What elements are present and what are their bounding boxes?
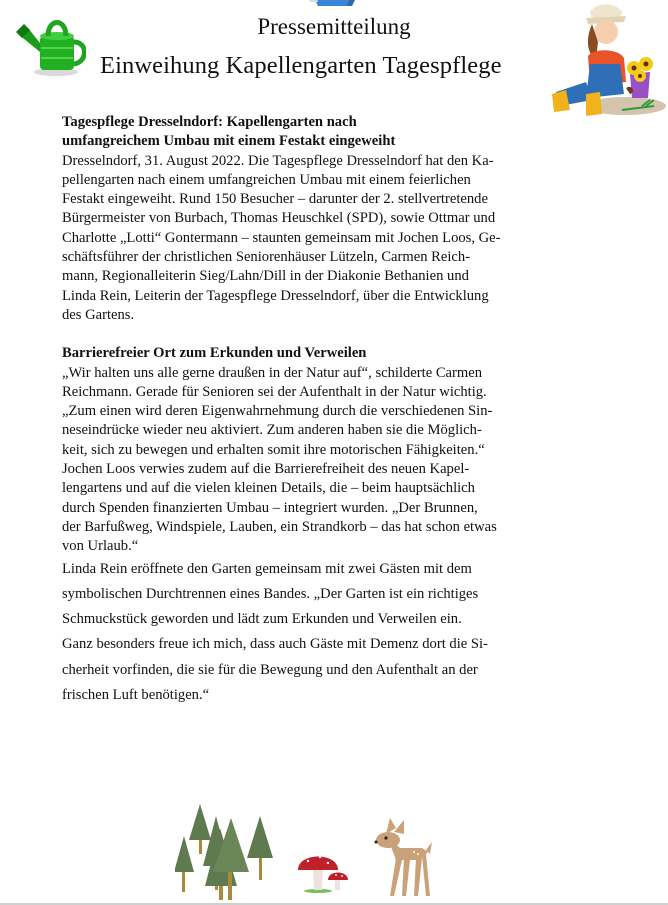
article-body (62, 113, 602, 708)
text-line: der Barfußweg, Windspiele, Lauben, ein Strandkorb – das hat schon etwas (62, 518, 497, 535)
paragraph-opening (62, 557, 602, 709)
headline-line: umfangreichem Umbau mit einem Festakt eingeweiht (62, 133, 396, 150)
text-line: Bürgermeister von Burbach, Thomas Heuschkel (SPD), sowie Ottmar und (62, 210, 496, 227)
text-line: von Urlaub.“ (62, 538, 139, 555)
paragraph-spacer (62, 325, 602, 344)
text-line: Linda Rein eröffnete den Garten gemeinsam mit zwei Gästen mit dem (62, 560, 472, 577)
text-line: schäftsführer der christlichen Seniorenhäuser Lützeln, Carmen Reich- (62, 249, 471, 266)
text-line: keit, sich zu bewegen und erhalten somit ihre motorischen Fähigkeiten.“ (62, 441, 485, 458)
text-line: Reichmann. Gerade für Senioren sei der Aufenthalt in der Natur wichtig. (62, 383, 487, 400)
text-line: durch Spenden finanzierten Umbau – integriert wurden. „Der Brunnen, (62, 499, 478, 516)
section-subheading: Barrierefreier Ort zum Erkunden und Verweilen (62, 345, 367, 362)
headline-line: Tagespflege Dresselndorf: Kapellengarten nach (62, 114, 357, 130)
document-title: Pressemitteilung (257, 14, 411, 39)
text-line: Jochen Loos verwies zudem auf die Barrierefreiheit des neuen Kapel- (62, 461, 470, 478)
text-line: Linda Rein, Leiterin der Tagespflege Dresselndorf, über die Entwicklung (62, 287, 489, 304)
text-line: „Zum einen wird deren Eigenwahrnehmung durch die verschiedenen Sin- (62, 403, 493, 420)
document-subtitle: Einweihung Kapellengarten Tagespflege (100, 52, 502, 79)
pine-tree (189, 804, 211, 854)
article-headline (62, 113, 602, 152)
pine-tree (175, 836, 194, 892)
text-line: Dresselndorf, 31. August 2022. Die Tagespflege Dresselndorf hat den Ka- (62, 152, 494, 169)
text-line: mann, Regionalleiterin Sieg/Lahn/Dill in der Diakonie Bethanien und (62, 268, 469, 285)
paragraph-quotes (62, 364, 602, 557)
text-line: des Gartens. (62, 306, 135, 323)
fawn-illustration (370, 812, 436, 898)
text-line: frischen Luft benötigen.“ (62, 687, 210, 704)
pine-trees-illustration (175, 800, 280, 900)
gardener-illustration (546, 2, 668, 120)
text-line: pellengarten nach einem umfangreichen Umbau mit einem feierlichen (62, 171, 471, 188)
text-line: cherheit vorfinden, die sie für die Bewegung und den Aufenthalt an der (62, 661, 478, 678)
text-line: symbolischen Durchtrennen eines Bandes. „Der Garten ist ein richtiges (62, 585, 479, 602)
text-line: Festakt eingeweiht. Rund 150 Besucher – darunter der 2. stellvertretende (62, 191, 488, 208)
cube-fragment-icon (302, 0, 362, 8)
text-line: Schmuckstück geworden und lädt zum Erkunden und Verweilen ein. (62, 611, 462, 628)
text-line: „Wir halten uns alle gerne draußen in der Natur auf“, schilderte Carmen (62, 364, 483, 381)
paragraph-intro (62, 152, 602, 326)
pine-tree (247, 816, 273, 880)
text-line: Charlotte „Lotti“ Gontermann – staunten gemeinsam mit Jochen Loos, Ge- (62, 229, 501, 246)
text-line: Ganz besonders freue ich mich, dass auch Gäste mit Demenz dort die Si- (62, 636, 488, 653)
mushrooms-illustration (294, 846, 350, 894)
text-line: neseindrücke wieder neu aktiviert. Zum anderen haben sie die Möglich- (62, 422, 482, 439)
text-line: lengartens und auf die vielen kleinen Details, die – beim hauptsächlich (62, 480, 475, 497)
